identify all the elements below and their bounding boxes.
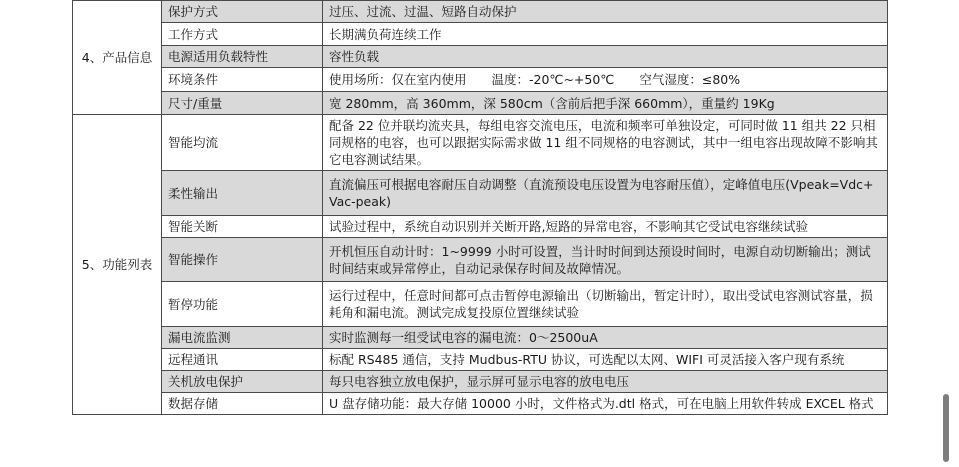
table-row xyxy=(73,1,888,23)
item-name-cell: 柔性输出 xyxy=(162,171,323,216)
spec-table-body xyxy=(73,1,888,415)
table-row xyxy=(73,115,888,171)
table-row xyxy=(73,282,888,327)
item-name-cell: 智能均流 xyxy=(162,115,323,171)
item-name-cell: 智能操作 xyxy=(162,238,323,282)
item-description-cell: 试验过程中，系统自动识别并关断开路,短路的异常电容，不影响其它受试电容继续试验 xyxy=(323,216,888,238)
item-name-cell: 智能关断 xyxy=(162,216,323,238)
item-description-cell: 实时监测每一组受试电容的漏电流：0～2500uA xyxy=(323,327,888,349)
item-name-cell: 保护方式 xyxy=(162,1,323,23)
item-description-cell: 运行过程中，任意时间都可点击暂停电源输出（切断输出，暂定计时），取出受试电容测试容量，损耗角和漏电流。测试完成复投原位置继续试验 xyxy=(323,282,888,327)
item-name-cell: 尺寸/重量 xyxy=(162,92,323,115)
item-description-cell: 过压、过流、过温、短路自动保护 xyxy=(323,1,888,23)
table-row xyxy=(73,68,888,92)
item-name-cell: 电源适用负载特性 xyxy=(162,46,323,68)
item-description-cell: U 盘存储功能：最大存储 10000 小时，文件格式为.dtl 格式，可在电脑上用软件转成 EXCEL 格式 xyxy=(323,393,888,415)
vertical-scrollbar-thumb[interactable] xyxy=(943,394,949,462)
table-row xyxy=(73,171,888,216)
item-description-cell: 开机恒压自动计时：1~9999 小时可设置，当计时时间到达预设时间时，电源自动切断输出；测试时间结束或异常停止，自动记录保存时间及故障情况。 xyxy=(323,238,888,282)
item-name-cell: 工作方式 xyxy=(162,23,323,46)
table-row xyxy=(73,216,888,238)
item-description-cell: 直流偏压可根据电容耐压自动调整（直流预设电压设置为电容耐压值），定峰值电压(Vpeak=Vdc+Vac-peak) xyxy=(323,171,888,216)
item-name-cell: 暂停功能 xyxy=(162,282,323,327)
table-row xyxy=(73,371,888,393)
item-name-cell: 远程通讯 xyxy=(162,349,323,371)
item-name-cell: 关机放电保护 xyxy=(162,371,323,393)
item-description-cell: 每只电容独立放电保护，显示屏可显示电容的放电电压 xyxy=(323,371,888,393)
item-description-cell: 长期满负荷连续工作 xyxy=(323,23,888,46)
table-row xyxy=(73,92,888,115)
item-description-cell: 标配 RS485 通信，支持 Mudbus-RTU 协议，可选配以太网、WIFI 可灵活接入客户现有系统 xyxy=(323,349,888,371)
item-description-cell: 宽 280mm，高 360mm，深 580cm（含前后把手深 660mm），重量约 19Kg xyxy=(323,92,888,115)
category-cell: 5、功能列表 xyxy=(73,115,162,415)
table-row xyxy=(73,23,888,46)
category-cell: 4、产品信息 xyxy=(73,1,162,115)
spec-table xyxy=(72,0,888,415)
item-name-cell: 数据存储 xyxy=(162,393,323,415)
item-description-cell: 容性负载 xyxy=(323,46,888,68)
item-description-cell: 使用场所：仅在室内使用 温度：-20℃~+50℃ 空气湿度：≤80% xyxy=(323,68,888,92)
table-row xyxy=(73,349,888,371)
table-row xyxy=(73,238,888,282)
table-row xyxy=(73,393,888,415)
item-description-cell: 配备 22 位并联均流夹具，每组电容交流电压，电流和频率可单独设定，可同时做 11 组共 22 只相同规格的电容，也可以跟据实际需求做 11 组不同规格的电容测试，其中一组电容出现故障不影响其它电容测试结果。 xyxy=(323,115,888,171)
item-name-cell: 漏电流监测 xyxy=(162,327,323,349)
item-name-cell: 环境条件 xyxy=(162,68,323,92)
table-row xyxy=(73,327,888,349)
table-row xyxy=(73,46,888,68)
